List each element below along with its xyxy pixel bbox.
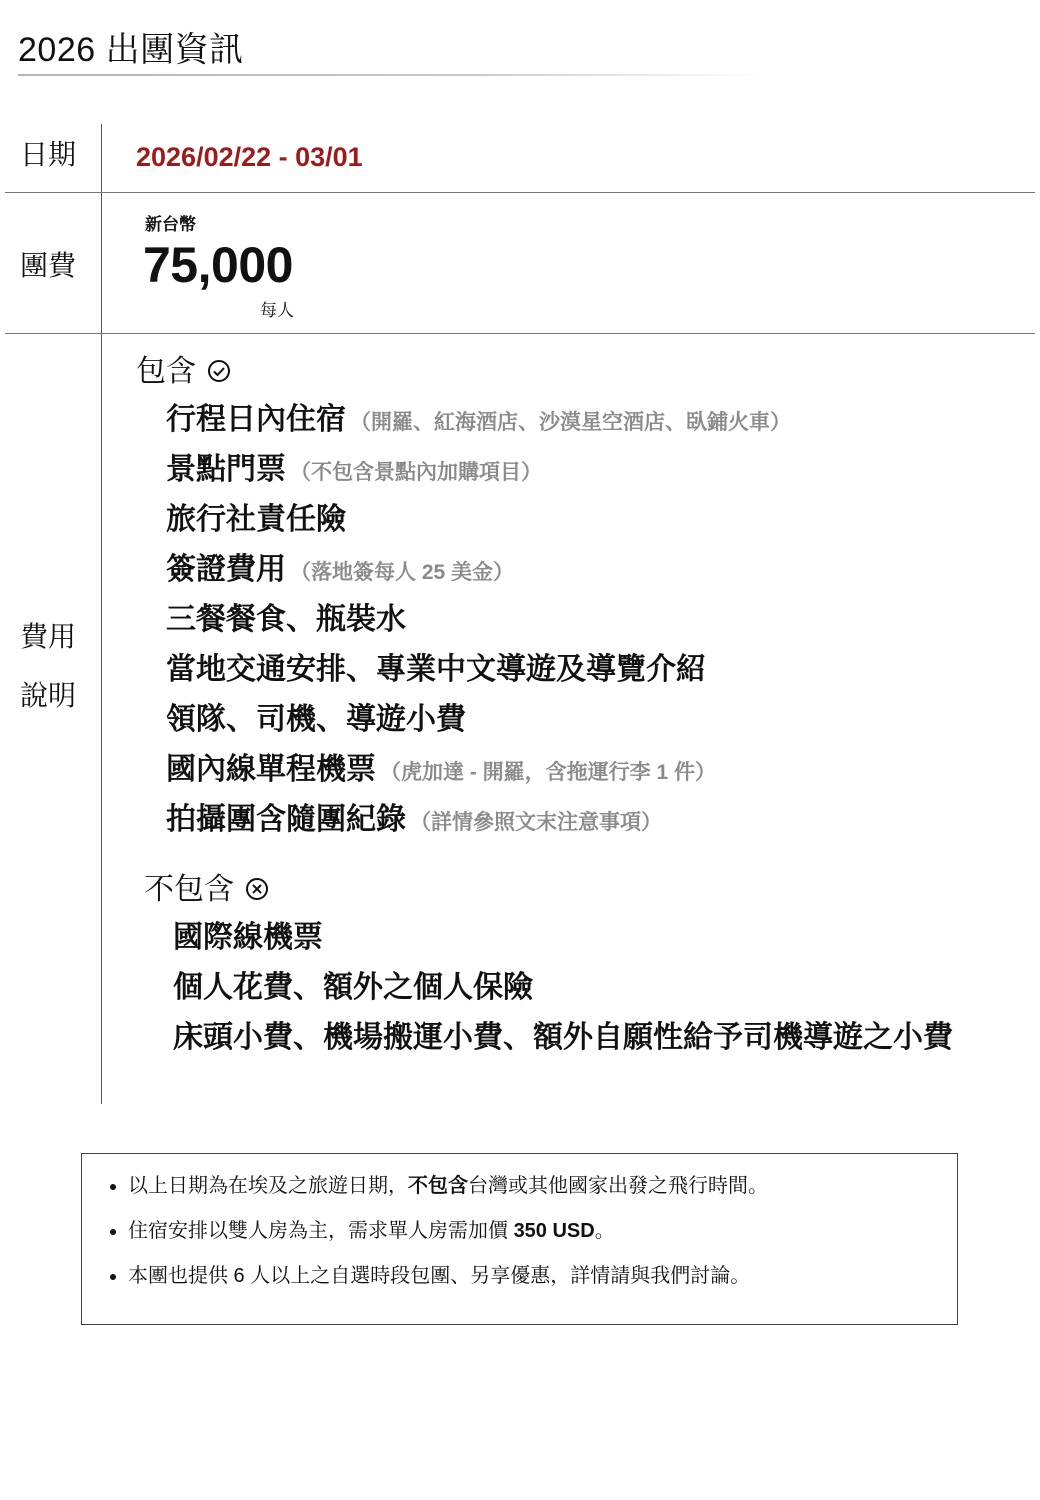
included-item: 景點門票 （不包含景點內加購項目） [166, 453, 542, 486]
excluded-item: 床頭小費、機場搬運小費、額外自願性給予司機導遊之小費 [173, 1021, 953, 1054]
included-item: 行程日內住宿 （開羅、紅海酒店、沙漠星空酒店、臥鋪火車） [166, 403, 791, 436]
date-value: 2026/02/22 - 03/01 [136, 142, 363, 172]
excluded-item: 國際線機票 [173, 921, 323, 954]
fee-label: 團費 [20, 250, 77, 281]
fee-unit: 每人 [260, 301, 294, 320]
excluded-item: 個人花費、額外之個人保險 [173, 971, 533, 1004]
fee-currency: 新台幣 [145, 215, 196, 234]
note-item: • 以上日期為在埃及之旅遊日期，不包含台灣或其他國家出發之飛行時間。 [128, 1174, 957, 1198]
row-divider-date [5, 192, 1035, 193]
included-item: 當地交通安排、專業中文導遊及導覽介紹 [166, 653, 706, 686]
included-heading [136, 357, 231, 387]
included-item: 領隊、司機、導遊小費 [166, 703, 466, 736]
included-item: 拍攝團含隨團紀錄 （詳情參照文末注意事項） [166, 803, 662, 836]
included-heading-text: 包含 [136, 355, 196, 388]
included-item: 三餐餐食、瓶裝水 [166, 603, 406, 636]
x-circle-icon [238, 875, 269, 905]
table-vertical-divider [101, 124, 102, 1104]
row-divider-fee [5, 333, 1035, 334]
notes-box [81, 1153, 958, 1325]
note-item: • 住宿安排以雙人房為主，需求單人房需加價 350 USD。 [128, 1219, 957, 1243]
note-item: • 本團也提供 6 人以上之自選時段包團、另享優惠，詳情請與我們討論。 [128, 1264, 957, 1288]
included-item: 簽證費用 （落地簽每人 25 美金） [166, 553, 515, 586]
included-item: 旅行社責任險 [166, 503, 346, 536]
cost-label-line1: 費用 [20, 621, 77, 652]
included-list [166, 395, 791, 845]
page-title: 2026 出團資訊 [18, 31, 244, 69]
fee-amount: 75,000 [143, 237, 293, 293]
check-circle-icon [200, 357, 231, 387]
cost-label-line2: 說明 [20, 680, 77, 711]
included-item: 國內線單程機票 （虎加達 - 開羅，含拖運行李 1 件） [166, 753, 717, 786]
excluded-heading-text: 不包含 [144, 873, 234, 906]
excluded-heading [144, 875, 269, 905]
date-label: 日期 [20, 139, 77, 170]
title-divider [18, 74, 763, 76]
excluded-list [173, 913, 953, 1063]
notes-list [82, 1154, 957, 1288]
